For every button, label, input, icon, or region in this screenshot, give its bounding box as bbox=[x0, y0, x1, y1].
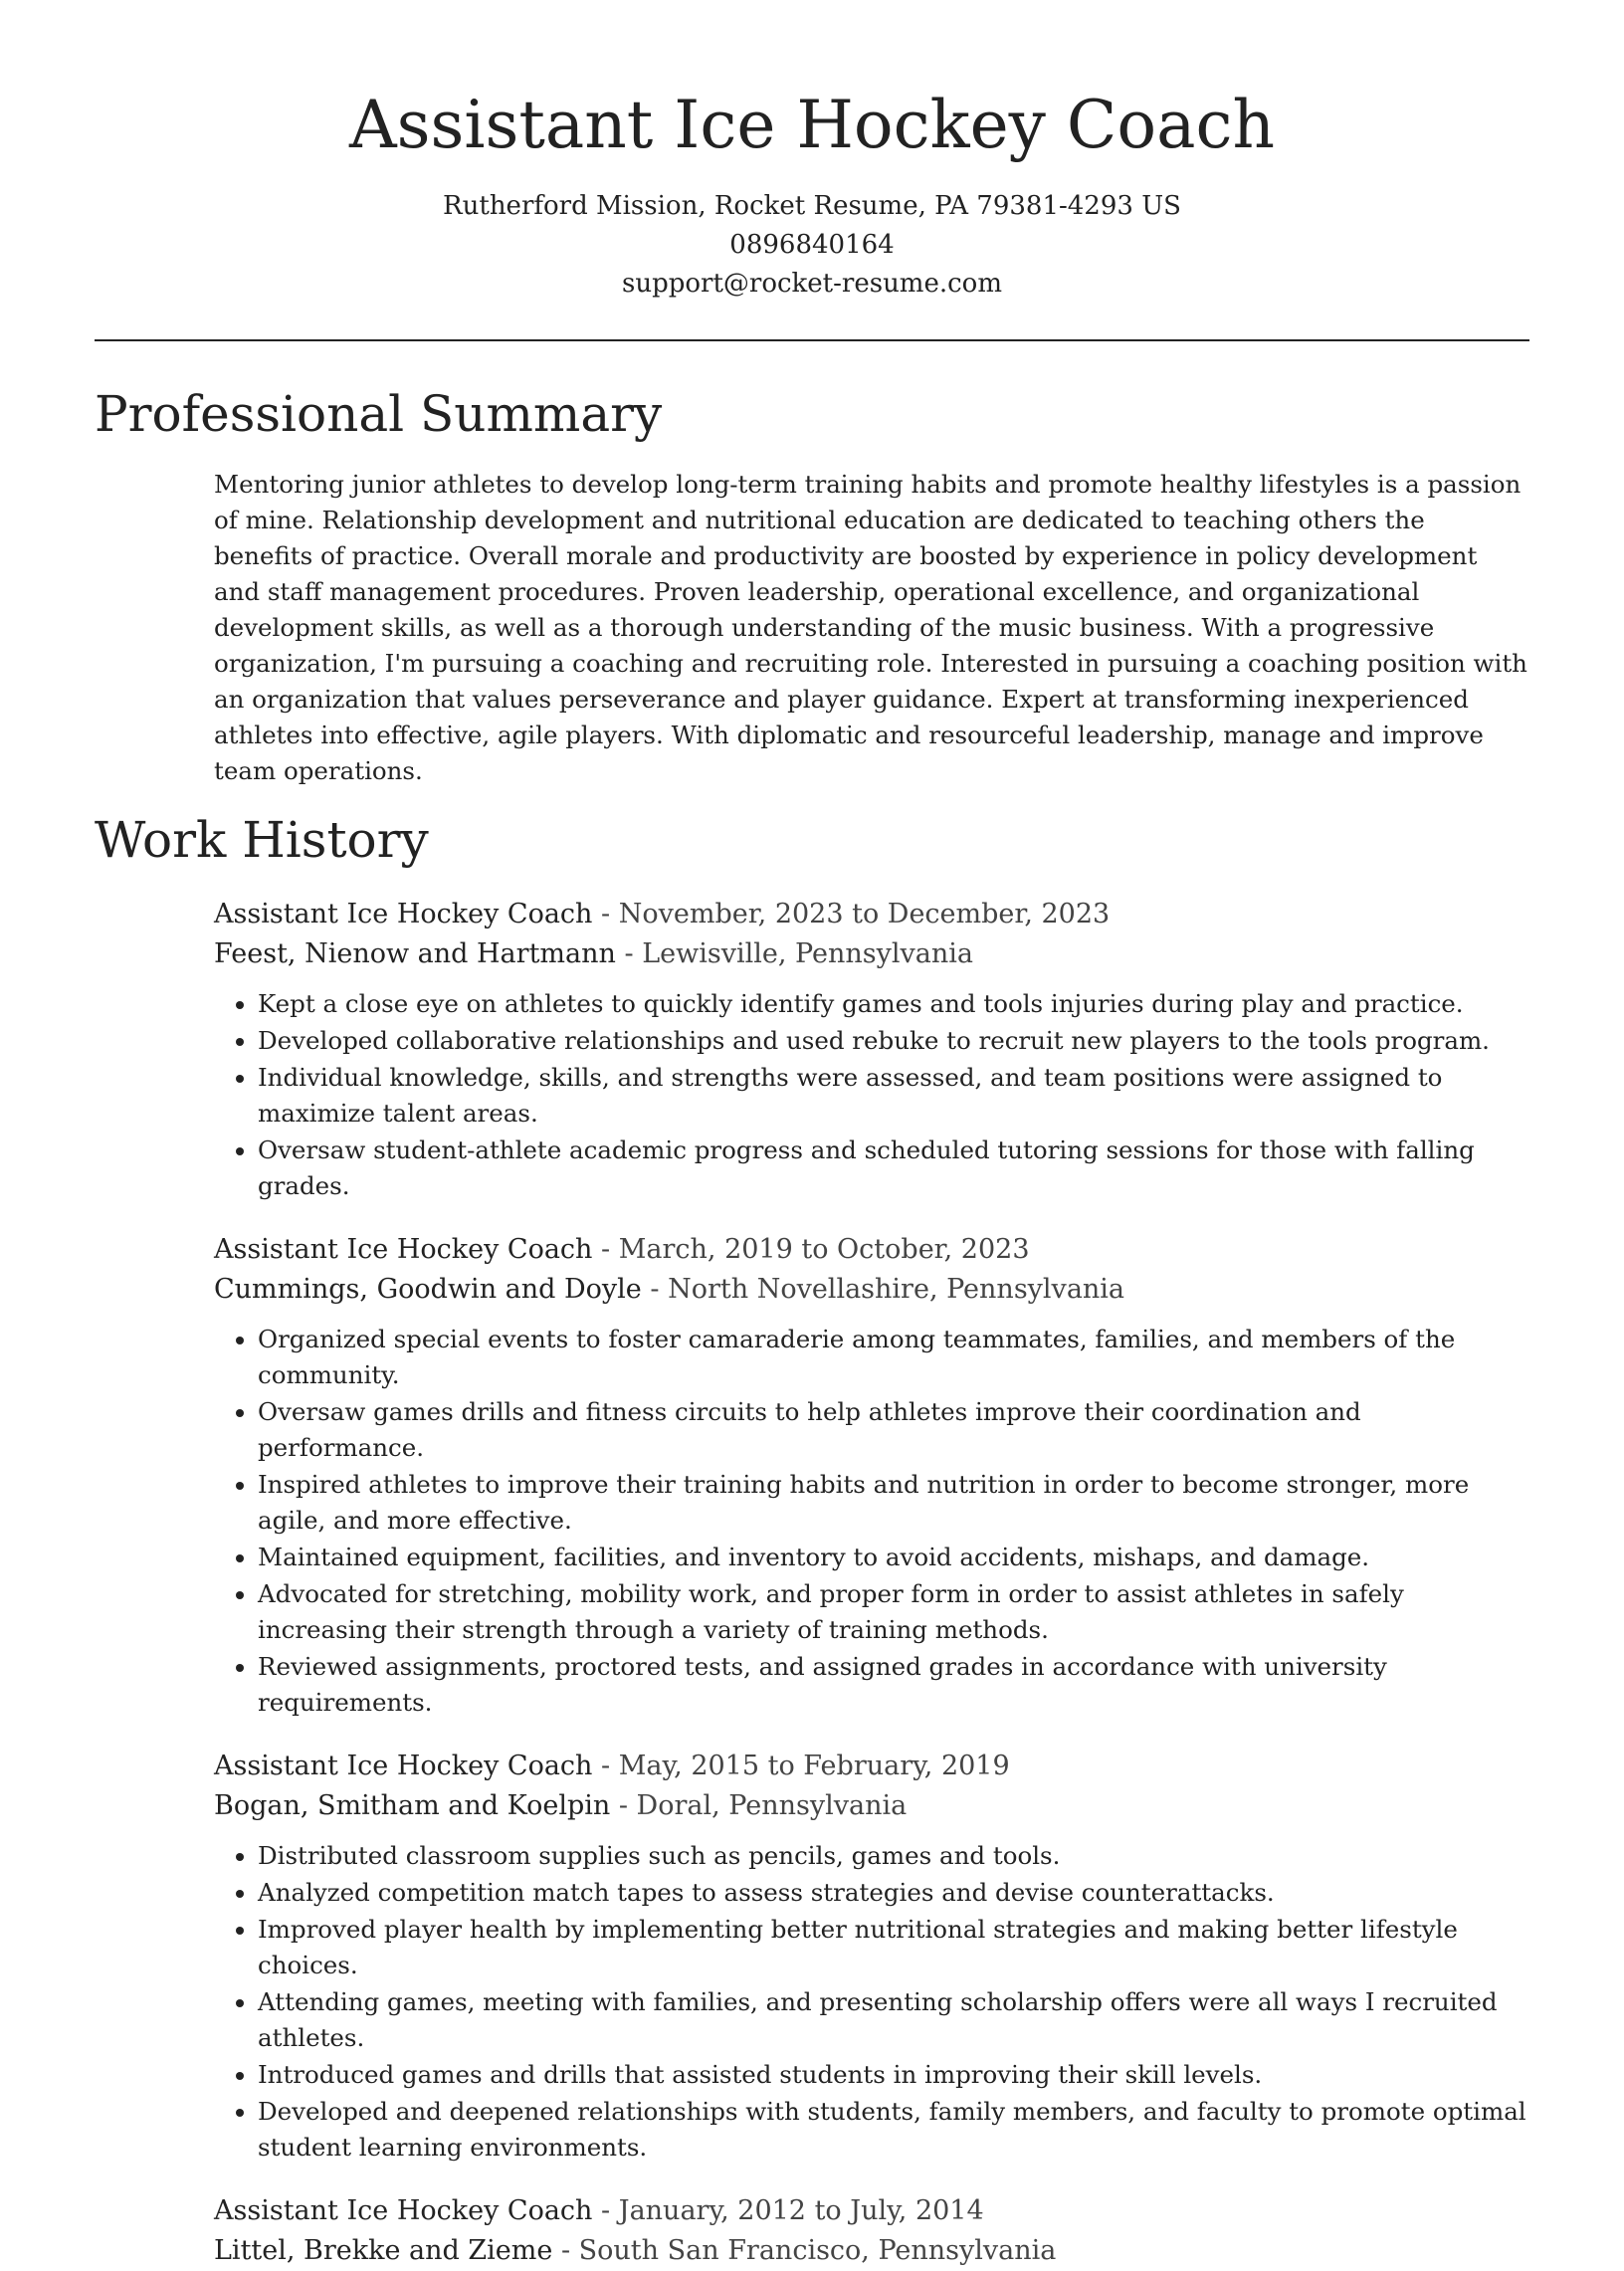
job-dates: - May, 2015 to February, 2019 bbox=[592, 1751, 1010, 1781]
contact-address: Rutherford Mission, Rocket Resume, PA 79381-4293 US bbox=[443, 191, 1181, 221]
summary-text: Mentoring junior athletes to develop long-term training habits and promote healthy lifestyles is a passion of mine. Relationship development and nutritional education are dedicated to teaching others the benefits of practice. Overall morale and productivity are boosted by experience in policy development and staff management procedures. Proven leadership, operational excellence, and organizational development skills, as well as a thorough understanding of the music business. With a progressive organization, I'm pursuing a coaching and recruiting role. Interested in pursuing a coaching position with an organization that values perseverance and player guidance. Expert at transforming inexperienced athletes into effective, agile players. With diplomatic and resourceful leadership, manage and improve team operations. bbox=[214, 470, 1527, 785]
contact-block bbox=[95, 187, 1529, 304]
job-bullet: • Organized special events to foster camaraderie among teammates, families, and members of the community. bbox=[258, 1322, 1529, 1393]
job-location: - South San Francisco, Pennsylvania bbox=[552, 2235, 1057, 2266]
job-bullet: • Kept a close eye on athletes to quickly identify games and tools injuries during play and practice. bbox=[258, 986, 1529, 1022]
contact-email: support@rocket-resume.com bbox=[621, 269, 1002, 299]
job-title-line bbox=[214, 2191, 1529, 2231]
job-company: Bogan, Smitham and Koelpin bbox=[214, 1790, 611, 1821]
job-bullet: • Inspired athletes to improve their training habits and nutrition in order to become stronger, more agile, and more effective. bbox=[258, 1467, 1529, 1539]
job-bullet: • Maintained equipment, facilities, and inventory to avoid accidents, mishaps, and damage. bbox=[258, 1540, 1529, 1575]
job-dates: - March, 2019 to October, 2023 bbox=[592, 1234, 1030, 1265]
job-location: - Doral, Pennsylvania bbox=[610, 1790, 908, 1821]
job-company: Feest, Nienow and Hartmann bbox=[214, 938, 616, 969]
job-title-line bbox=[214, 895, 1529, 934]
job-entry bbox=[214, 1230, 1529, 1721]
job-bullet: • Individual knowledge, skills, and strengths were assessed, and team positions were assigned to maximize talent areas. bbox=[258, 1060, 1529, 1132]
job-bullet: • Improved player health by implementing better nutritional strategies and making better lifestyle choices. bbox=[258, 1912, 1529, 1983]
job-entry bbox=[214, 1747, 1529, 2166]
job-bullet: • Developed collaborative relationships and used rebuke to recruit new players to the tools program. bbox=[258, 1023, 1529, 1059]
job-bullet: • Analyzed competition match tapes to assess strategies and devise counterattacks. bbox=[258, 1875, 1529, 1911]
job-company: Littel, Brekke and Zieme bbox=[214, 2235, 553, 2266]
job-bullet: • Distributed classroom supplies such as pencils, games and tools. bbox=[258, 1838, 1529, 1874]
job-bullet: • Reviewed assignments, proctored tests, and assigned grades in accordance with university requirements. bbox=[258, 1649, 1529, 1721]
job-dates: - November, 2023 to December, 2023 bbox=[592, 899, 1111, 929]
summary-body bbox=[95, 467, 1529, 789]
summary-section bbox=[95, 381, 1529, 789]
job-company: Cummings, Goodwin and Doyle bbox=[214, 1274, 642, 1305]
work-history-section bbox=[95, 807, 1529, 2271]
job-role: Assistant Ice Hockey Coach bbox=[214, 1234, 593, 1265]
job-location: - Lewisville, Pennsylvania bbox=[615, 938, 973, 969]
job-role: Assistant Ice Hockey Coach bbox=[214, 899, 593, 929]
contact-phone: 0896840164 bbox=[729, 230, 895, 260]
job-role: Assistant Ice Hockey Coach bbox=[214, 2195, 593, 2226]
job-bullet: • Oversaw student-athlete academic progress and scheduled tutoring sessions for those with falling grades. bbox=[258, 1133, 1529, 1204]
job-role: Assistant Ice Hockey Coach bbox=[214, 1751, 593, 1781]
job-bullet: • Oversaw games drills and fitness circuits to help athletes improve their coordination and performance. bbox=[258, 1394, 1529, 1466]
job-bullet: • Advocated for stretching, mobility work, and proper form in order to assist athletes in safely increasing their strength through a variety of training methods. bbox=[258, 1576, 1529, 1648]
job-bullet: • Attending games, meeting with families, and presenting scholarship offers were all ways I recruited athletes. bbox=[258, 1984, 1529, 2056]
resume-header bbox=[95, 0, 1529, 304]
job-dates: - January, 2012 to July, 2014 bbox=[592, 2195, 984, 2226]
header-divider bbox=[95, 339, 1529, 341]
candidate-name: Assistant Ice Hockey Coach bbox=[349, 87, 1275, 163]
job-company-line bbox=[214, 1270, 1529, 1310]
job-bullet-list bbox=[214, 986, 1529, 1204]
job-company-line bbox=[214, 2231, 1529, 2271]
job-bullet: • Introduced games and drills that assisted students in improving their skill levels. bbox=[258, 2057, 1529, 2093]
job-entry bbox=[214, 895, 1529, 1204]
job-bullet: • Developed and deepened relationships with students, family members, and faculty to promote optimal student learning environments. bbox=[258, 2094, 1529, 2166]
job-location: - North Novellashire, Pennsylvania bbox=[641, 1274, 1125, 1305]
summary-title: Professional Summary bbox=[95, 385, 663, 443]
job-company-line bbox=[214, 1786, 1529, 1826]
job-entry bbox=[214, 2191, 1529, 2271]
job-title-line bbox=[214, 1230, 1529, 1270]
work-history-body bbox=[95, 895, 1529, 2271]
job-bullet-list bbox=[214, 1838, 1529, 2166]
job-company-line bbox=[214, 934, 1529, 974]
job-title-line bbox=[214, 1747, 1529, 1786]
job-bullet-list bbox=[214, 1322, 1529, 1721]
work-history-title: Work History bbox=[95, 811, 429, 869]
